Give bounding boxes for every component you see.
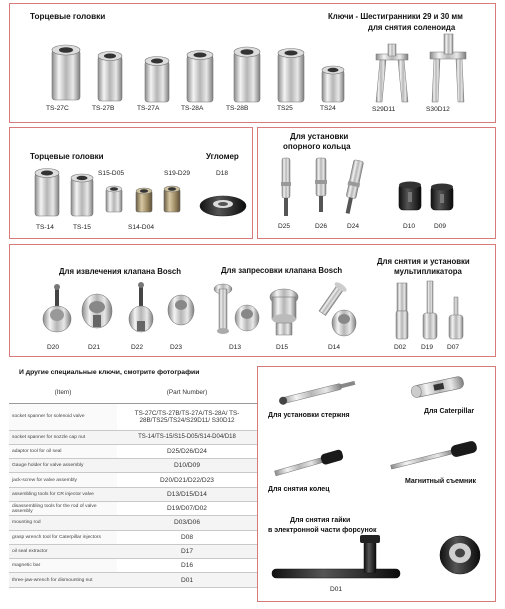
- tool-d19-image: [421, 281, 439, 341]
- tool-d07-image: [447, 297, 465, 341]
- label-ts28a: TS-28A: [181, 105, 204, 112]
- label-s19d29: S19-D29: [164, 170, 191, 177]
- label-ts27a: TS-27A: [137, 105, 160, 112]
- panel-special-tools: [257, 366, 496, 602]
- table-cell-item: magnetic bar: [9, 559, 117, 573]
- tool-magnetic-image: [386, 439, 486, 475]
- section1-title-right-2: для снятия соленоида: [368, 23, 456, 32]
- table-row: [9, 573, 257, 587]
- label-s14d04: S14-D04: [128, 224, 155, 231]
- tool-d23-image: [166, 291, 196, 329]
- table-cell-part-number: D19/D07/D02: [117, 501, 257, 515]
- socket-ts27b-image: [95, 49, 125, 103]
- label-s30d12: S30D12: [426, 106, 450, 113]
- tool-caterpillar-image: [406, 371, 470, 405]
- table-cell-item: three-jaw-wrench for dismounting nut: [9, 573, 117, 587]
- label-d21: D21: [88, 344, 101, 351]
- parts-table: [9, 383, 257, 588]
- label-d22: D22: [131, 344, 144, 351]
- table-header-row: [9, 383, 257, 403]
- section1-title-left: Торцевые головки: [30, 12, 106, 21]
- socket-ts27c-image: [48, 42, 84, 102]
- table-row: [9, 473, 257, 487]
- tool-d02-image: [394, 283, 410, 341]
- socket-ts25-image: [275, 46, 307, 104]
- table-cell-part-number: D25/D26/D24: [117, 444, 257, 458]
- tool-d24-image: [344, 160, 362, 216]
- table-cell-part-number: D13/D15/D14: [117, 487, 257, 501]
- table-cell-part-number: D03/D06: [117, 516, 257, 530]
- table-cell-item: jack-screw for valve assembly: [9, 473, 117, 487]
- table-cell-item: mounting rod: [9, 516, 117, 530]
- section4-title-c-2: мультипликатора: [394, 267, 462, 276]
- table-row: [9, 516, 257, 530]
- label-ts14: TS-14: [36, 224, 54, 231]
- section3-title-2: опорного кольца: [283, 142, 351, 151]
- gauge-d18-image: [198, 194, 248, 218]
- socket-ts24-image: [319, 64, 347, 104]
- panel-bosch-valve: [9, 244, 496, 357]
- section5-rod-title: Для установки стержня: [268, 412, 350, 419]
- tool-d14-image: [314, 281, 358, 339]
- panel-nozzle-sockets: [9, 127, 253, 239]
- section5-mag-title: Магнитный съемник: [405, 478, 477, 485]
- table-cell-item: adaptor tool for oil seal: [9, 444, 117, 458]
- section1-title-right-1: Ключи - Шестигранники 29 и 30 мм: [328, 12, 463, 21]
- label-ts27c: TS-27C: [46, 105, 69, 112]
- table-caption: И другие специальные ключи, смотрите фотографии: [19, 369, 200, 376]
- table-row: [9, 403, 257, 430]
- table-cell-item: grasp wrench tool for Caterpillar injectors: [9, 530, 117, 544]
- table-cell-part-number: D16: [117, 559, 257, 573]
- label-d19: D19: [421, 344, 434, 351]
- socket-s15d05-image: [104, 184, 124, 214]
- section4-title-b: Для запресовки клапана Bosch: [221, 266, 343, 275]
- label-d15: D15: [276, 344, 289, 351]
- label-d07: D07: [447, 344, 460, 351]
- table-cell-item: Gauge holder for valve assembly: [9, 459, 117, 473]
- table-row: [9, 559, 257, 573]
- section5-ring-title: Для снятия колец: [268, 486, 330, 493]
- label-d13: D13: [229, 344, 242, 351]
- table-cell-item: socket spanner for solenoid valve: [9, 403, 117, 430]
- label-d01: D01: [330, 586, 343, 593]
- tool-rod-mount-image: [276, 377, 360, 407]
- table-row: [9, 487, 257, 501]
- table-row: [9, 530, 257, 544]
- tool-d13-image: [210, 283, 236, 339]
- table-row: [9, 430, 257, 444]
- section2-title: Торцевые головки: [30, 152, 104, 161]
- table-cell-item: socket spanner for nozzle cap nut: [9, 430, 117, 444]
- tool-d15-image: [266, 285, 302, 339]
- tool-d22-image: [126, 283, 156, 335]
- section5-cat-title: Для Caterpillar: [424, 408, 475, 415]
- label-d09: D09: [434, 223, 447, 230]
- tool-d13-cup-image: [234, 303, 260, 333]
- section2-angle-title: Угломер: [206, 152, 239, 161]
- table-cell-part-number: D01: [117, 573, 257, 587]
- label-d24: D24: [347, 223, 360, 230]
- socket-ts28b-image: [230, 44, 264, 104]
- label-ts27b: TS-27B: [92, 105, 115, 112]
- section4-title-c-1: Для снятия и установки: [377, 257, 470, 266]
- tool-d26-image: [313, 158, 329, 214]
- label-s15d05: S15-D05: [98, 170, 125, 177]
- label-ts24: TS24: [320, 105, 336, 112]
- panel-support-ring: [257, 127, 496, 239]
- label-d18: D18: [216, 170, 229, 177]
- table-cell-part-number: D17: [117, 544, 257, 558]
- tool-three-jaw-wrench-image: [272, 533, 484, 595]
- label-s29d11: S29D11: [372, 106, 396, 113]
- section3-title-1: Для установки: [290, 132, 349, 141]
- tool-d25-image: [278, 158, 294, 218]
- section5-nut-title-2: в электронной части форсунок: [268, 527, 377, 534]
- socket-s14d04-b-image: [162, 184, 182, 214]
- table-header-item: (Item): [9, 383, 117, 403]
- label-d26: D26: [315, 223, 328, 230]
- label-d14: D14: [328, 344, 341, 351]
- section4-title-a: Для извлечения клапана Bosch: [59, 267, 182, 276]
- table-row: [9, 459, 257, 473]
- table-header-part-number: (Part Number): [117, 383, 257, 403]
- label-d23: D23: [170, 344, 183, 351]
- panel-sockets-hex: [9, 3, 496, 123]
- tool-d20-image: [40, 285, 74, 335]
- table-cell-part-number: D20/D21/D22/D23: [117, 473, 257, 487]
- table-row: [9, 544, 257, 558]
- socket-ts14-image: [32, 166, 62, 218]
- label-ts15: TS-15: [73, 224, 91, 231]
- label-ts28b: TS-28B: [226, 105, 249, 112]
- socket-ts15-image: [68, 172, 96, 218]
- hex-key-s29d11-image: [372, 44, 412, 106]
- table-cell-item: assembling tools for CR injector valve: [9, 487, 117, 501]
- table-row: [9, 444, 257, 458]
- table-row: [9, 501, 257, 515]
- tool-d21-image: [80, 291, 114, 331]
- table-cell-part-number: TS-27C/TS-27B/TS-27A/TS-28A/ TS-28B/TS25/TS24/S29D11/ S30D12: [117, 403, 257, 430]
- label-d10: D10: [403, 223, 416, 230]
- socket-ts28a-image: [184, 48, 216, 104]
- socket-s14d04-a-image: [134, 186, 154, 214]
- table-cell-item: disassembling tools for the rod of valve assembly: [9, 501, 117, 515]
- table-cell-item: oil seal extractor: [9, 544, 117, 558]
- holder-d09-image: [429, 182, 455, 212]
- tool-ring-removal-image: [270, 447, 350, 481]
- hex-key-s30d12-image: [428, 34, 468, 106]
- table-cell-part-number: D08: [117, 530, 257, 544]
- label-d02: D02: [394, 344, 407, 351]
- label-ts25: TS25: [277, 105, 293, 112]
- holder-d10-image: [397, 180, 423, 212]
- table-cell-part-number: D10/D09: [117, 459, 257, 473]
- label-d25: D25: [278, 223, 291, 230]
- table-cell-part-number: TS-14/TS-15/S15-D05/S14-D04/D18: [117, 430, 257, 444]
- section5-nut-title-1: Для снятия гайки: [290, 517, 351, 524]
- socket-ts27a-image: [142, 54, 172, 104]
- label-d20: D20: [47, 344, 60, 351]
